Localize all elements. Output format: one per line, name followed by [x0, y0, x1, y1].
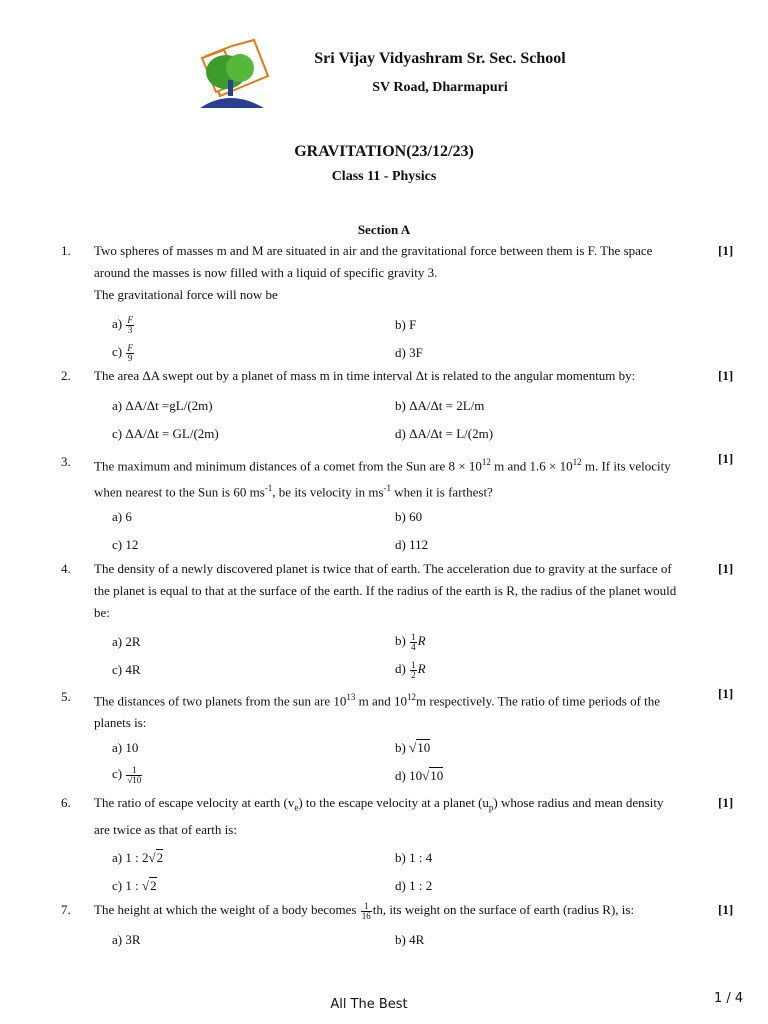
question-number: 2. [61, 368, 71, 383]
option-d[interactable]: d) $\frac{1}{2}$ R [395, 659, 426, 680]
marks-badge: [1] [718, 795, 734, 810]
option-c[interactable]: c) 1 : √2 [112, 878, 157, 893]
question-number: 3. [61, 454, 71, 469]
question-text: The area ΔA swept out by a planet of mass m in time interval Δt is related to the angular momentum by: [94, 368, 636, 383]
school-address: SV Road, Dharmapuri [372, 80, 508, 95]
marks-badge: [1] [718, 368, 734, 383]
option-a[interactable]: a) 3R [112, 932, 141, 947]
option-a[interactable]: a) 1 : 2√2 [112, 850, 164, 865]
option-b[interactable]: b) 4R [395, 932, 425, 947]
option-d[interactable]: d) 3F [395, 345, 423, 360]
option-c[interactable]: c) $\frac{F}{9}$ [112, 342, 133, 363]
school-name: Sri Vijay Vidyashram Sr. Sec. School [314, 50, 566, 67]
option-b[interactable]: b) F [395, 317, 417, 332]
option-c[interactable]: c) 12 [112, 537, 139, 552]
option-a[interactable]: a) 6 [112, 509, 132, 524]
question-text: The density of a newly discovered planet is twice that of earth. The acceleration due to gravity at the surface of the planet is equal to that at the surface of the earth. If the radius of the earth is R, the radius of the planet would be: [94, 561, 677, 620]
paper-title: GRAVITATION(23/12/23) [294, 143, 474, 160]
option-d[interactable]: d) ΔA/Δt = L/(2m) [395, 426, 494, 441]
question-number: 1. [61, 243, 71, 258]
marks-badge: [1] [718, 561, 734, 576]
section-heading: Section A [357, 222, 411, 237]
option-c[interactable]: c) $\frac{1}{√10}$ [112, 764, 142, 785]
option-a[interactable]: a) 2R [112, 634, 141, 649]
marks-badge: [1] [718, 451, 734, 466]
option-b[interactable]: b) √10 [395, 740, 431, 755]
question-text: The height at which the weight of a body becomes $\frac{1}{16}$ th, its weight on the surface of earth (radius R), is: [94, 900, 635, 921]
option-a[interactable]: a) ΔA/Δt =gL/(2m) [112, 398, 213, 413]
question-text: The ratio of escape velocity at earth $(v_e)$ to the escape velocity at a planet $(u_p)$ whose radius and mean density are twice as that of earth is: [94, 795, 664, 837]
footer-message: All The Best [330, 997, 408, 1012]
question-text: The maximum and minimum distances of a comet from the Sun are $8 \times 10^{12}$ m and $1.6 \times 10^{12}$ m. If its velocity when nearest to the Sun is 60 $ms^{-1}$, be its velocity in $ms^{-1}$ when it is farthest? [94, 457, 671, 500]
question-text: Two spheres of masses m and M are situated in air and the gravitational force between them is F. The space around the masses is now filled with a liquid of specific gravity 3. The gravitational force will now be [94, 243, 653, 302]
option-c[interactable]: c) ΔA/Δt = GL/(2m) [112, 426, 219, 441]
paper-subtitle: Class 11 - Physics [331, 169, 437, 184]
option-d[interactable]: d) 112 [395, 537, 429, 552]
option-d[interactable]: d) 10√10 [395, 768, 444, 783]
option-a[interactable]: a) 10 [112, 740, 139, 755]
marks-badge: [1] [718, 686, 734, 701]
question-text: The distances of two planets from the sun are $10^{13}$ m and $10^{12}m$ respectively. The ratio of time periods of the planets is: [94, 692, 661, 731]
option-b[interactable]: b) $\frac{1}{4}$ R [395, 631, 426, 652]
page-number: 1 / 4 [714, 991, 744, 1006]
option-b[interactable]: b) ΔA/Δt = 2L/m [395, 398, 485, 413]
marks-badge: [1] [718, 902, 734, 917]
question-number: 7. [61, 902, 71, 917]
school-logo [192, 36, 270, 112]
question-number: 5. [61, 689, 71, 704]
question-number: 6. [61, 795, 71, 810]
option-c[interactable]: c) 4R [112, 662, 141, 677]
option-a[interactable]: a) $\frac{F}{3}$ [112, 314, 133, 335]
question-number: 4. [61, 561, 71, 576]
option-b[interactable]: b) 1 : 4 [395, 850, 433, 865]
option-b[interactable]: b) 60 [395, 509, 423, 524]
marks-badge: [1] [718, 243, 734, 258]
option-d[interactable]: d) 1 : 2 [395, 878, 433, 893]
